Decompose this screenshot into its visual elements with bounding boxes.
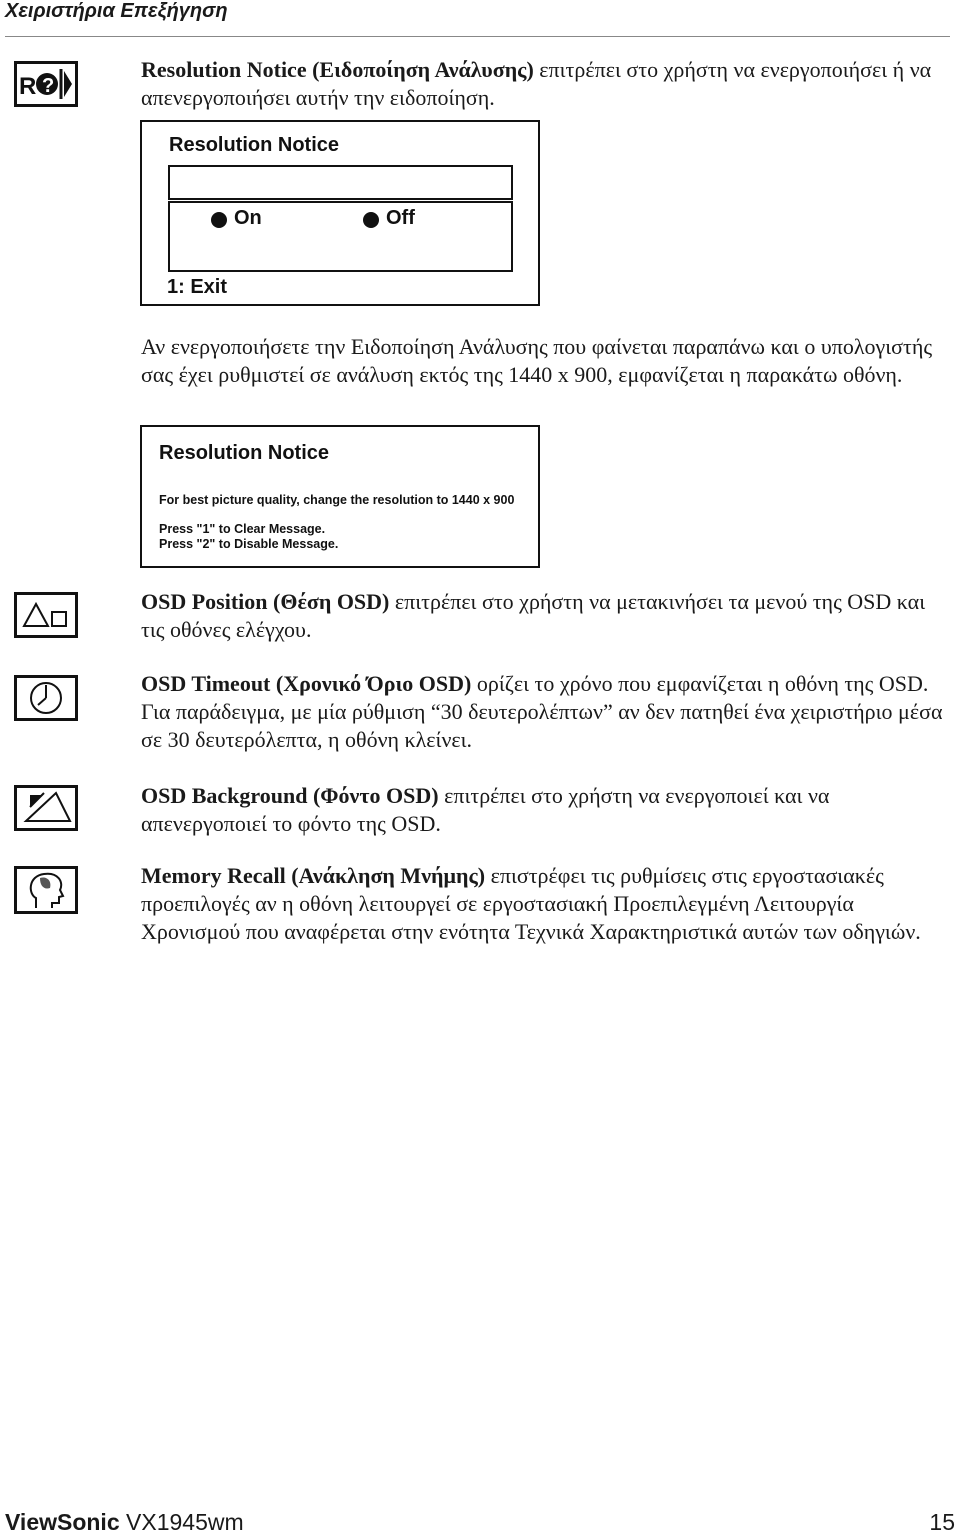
resolution-notice-description xyxy=(141,56,946,112)
option-off-bullet-icon xyxy=(363,212,379,228)
osd-timeout-description xyxy=(141,670,946,754)
osd-timeout-term: OSD Timeout (Χρονικό Όριο OSD) xyxy=(141,671,472,696)
osd-position-text: επιτρέπει στο χρήστη να μετακινήσει τα μενού της OSD και τις οθόνες ελέγχου. xyxy=(141,589,926,642)
footer-brand: ViewSonic xyxy=(5,1509,120,1535)
footer-brand-model xyxy=(5,1509,244,1536)
footer-model: VX1945wm xyxy=(126,1509,244,1535)
resolution-notice-icon xyxy=(14,61,78,107)
menu-title: Resolution Notice xyxy=(169,134,340,156)
head-profile-icon xyxy=(14,866,78,914)
memory-recall-description xyxy=(141,862,946,946)
osd-position-description xyxy=(141,588,946,644)
resolution-notice-text: επιτρέπει στο χρήστη να ενεργοποιήσει ή να απενεργοποιήσει αυτήν την ειδοποίηση. xyxy=(141,57,932,110)
svg-text:R: R xyxy=(19,73,37,100)
menu-exit-label: 1: Exit xyxy=(167,276,228,298)
message-line-clear: Press "1" to Clear Message. xyxy=(159,522,326,536)
osd-background-text: επιτρέπει στο χρήστη να ενεργοποιεί και να απενεργοποιεί το φόντο της OSD. xyxy=(141,783,830,836)
option-off-label[interactable]: Off xyxy=(386,207,415,229)
osd-background-icon xyxy=(14,785,78,831)
message-line-quality: For best picture quality, change the resolution to 1440 x 900 xyxy=(159,493,515,507)
osd-timeout-text: ορίζει το χρόνο που εμφανίζεται η οθόνη της OSD. Για παράδειγμα, με μία ρύθμιση “30 δευτερολέπτων” αν δεν πατηθεί ένα χειριστήριο μέσα σε 30 δευτερόλεπτα, η οθόνη κλείνει. xyxy=(141,671,943,752)
option-on-bullet-icon xyxy=(211,212,227,228)
osd-background-term: OSD Background (Φόντο OSD) xyxy=(141,783,439,808)
resolution-notice-message xyxy=(140,425,540,568)
page-number: 15 xyxy=(929,1509,955,1535)
header-divider xyxy=(5,36,950,37)
menu-blank-field xyxy=(168,165,513,200)
memory-recall-term: Memory Recall (Ανάκληση Μνήμης) xyxy=(141,863,486,888)
clock-icon xyxy=(14,675,78,721)
message-title: Resolution Notice xyxy=(159,442,330,464)
resolution-followup-text: Αν ενεργοποιήσετε την Ειδοποίηση Ανάλυσης που φαίνεται παραπάνω και ο υπολογιστής σας έχει ρυθμιστεί σε ανάλυση εκτός της 1440 x 900, εμφανίζεται η παρακάτω οθόνη. xyxy=(141,334,933,387)
osd-background-description xyxy=(141,782,946,838)
osd-position-term: OSD Position (Θέση OSD) xyxy=(141,589,390,614)
page-header-title: Χειριστήρια Επεξήγηση xyxy=(5,0,228,22)
resolution-notice-term: Resolution Notice (Ειδοποίηση Ανάλυσης) xyxy=(141,57,534,82)
osd-position-icon xyxy=(14,592,78,638)
message-line-disable: Press "2" to Disable Message. xyxy=(159,537,339,551)
memory-recall-text: επιστρέφει τις ρυθμίσεις στις εργοστασιακές προεπιλογές αν η οθόνη λειτουργεί σε εργοστασιακή Προεπιλεγμένη Λειτουργία Χρονισμού που αναφέρεται στην ενότητα Τεχνικά Χαρακτηριστικά αυτών των οδηγιών. xyxy=(141,863,921,944)
option-on-label[interactable]: On xyxy=(234,207,262,229)
resolution-notice-menu xyxy=(140,120,540,306)
svg-text:?: ? xyxy=(42,75,55,97)
